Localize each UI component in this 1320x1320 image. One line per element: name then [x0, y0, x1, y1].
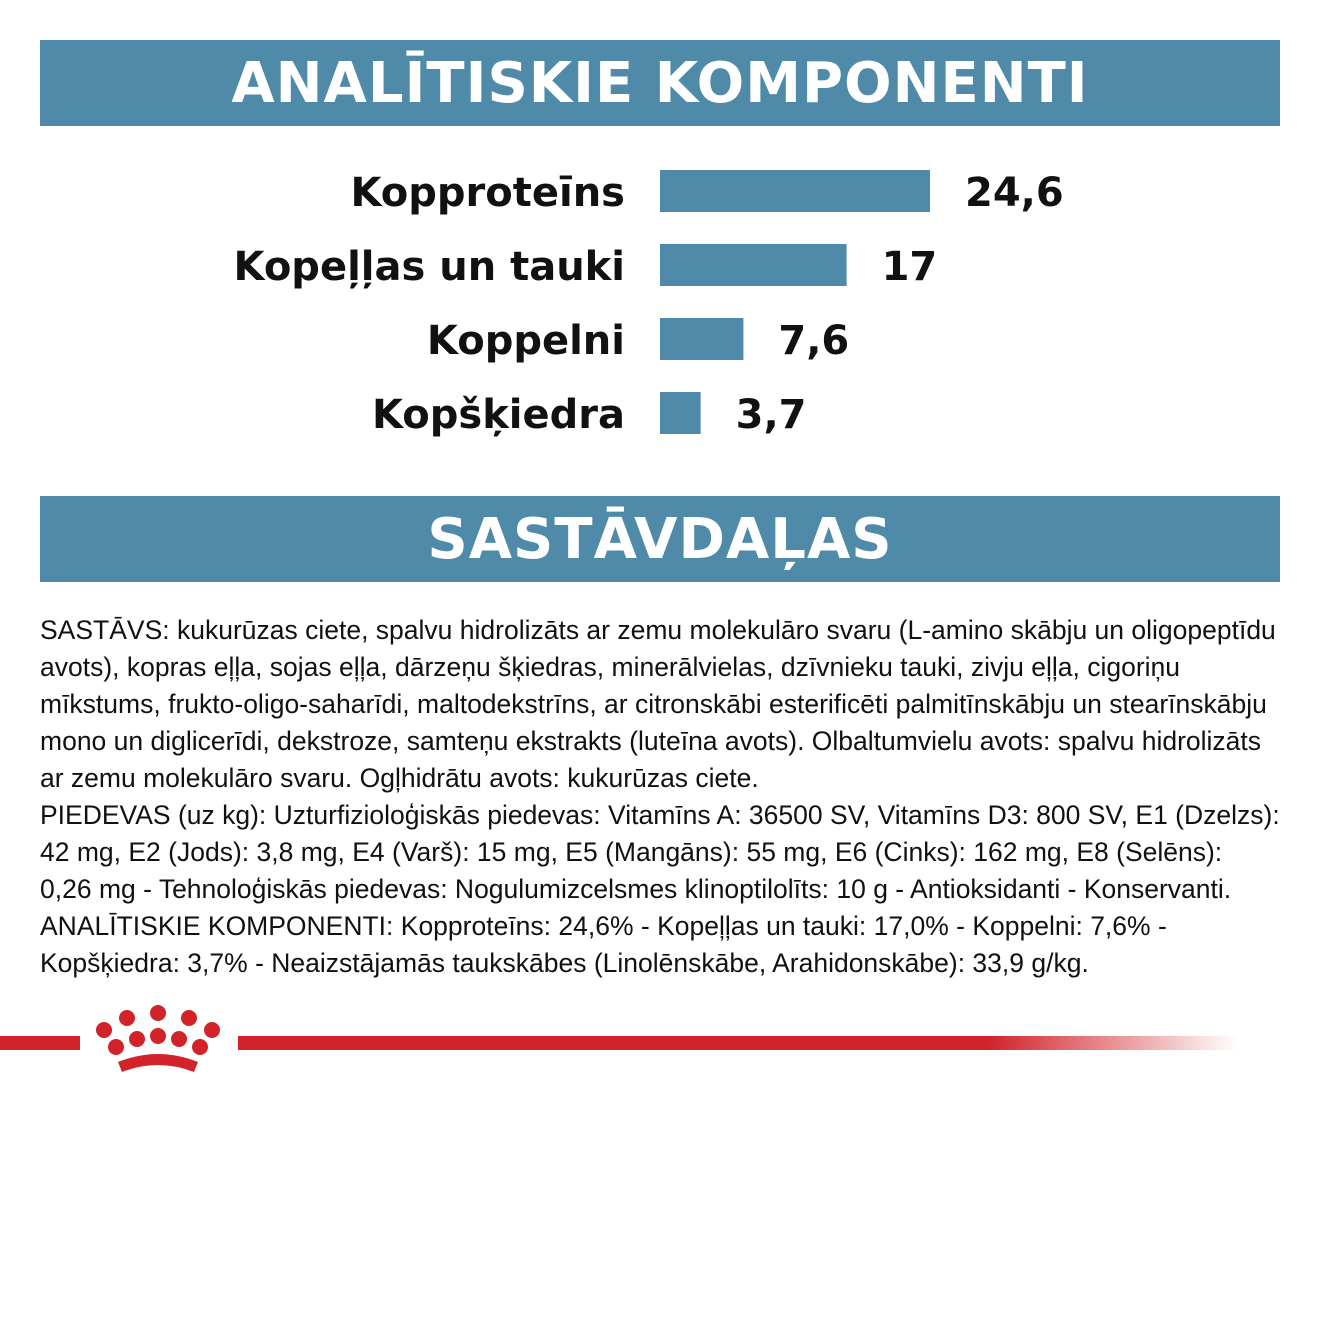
analytical-bar-chart — [0, 150, 1320, 450]
composition-text — [40, 612, 1280, 982]
category-label: Kopproteīns — [350, 170, 625, 216]
bar — [660, 392, 701, 434]
footer-line-left — [0, 1036, 80, 1050]
value-label: 24,6 — [965, 170, 1064, 216]
composition-paragraph: SASTĀVS: kukurūzas ciete, spalvu hidrolizāts ar zemu molekulāro svaru (L-amino skābju un oligopeptīdu avots), kopras eļļa, sojas eļļa, dārzeņu šķiedras, minerālvielas, dzīvnieku tauki, zivju eļļa, cigoriņu mīkstums, frukto-oligo-saharīdi, maltodekstrīns, ar citronskābi esterificēti palmitīnskābju un stearīnskābju mono un diglicerīdi, dekstroze, samteņu ekstrakts (luteīna avots). Olbaltumvielu avots: spalvu hidrolizāts ar zemu molekulāro svaru. Ogļhidrātu avots: kukurūzas ciete. — [40, 615, 1276, 793]
value-label: 7,6 — [778, 318, 850, 364]
analytical-paragraph: ANALĪTISKIE KOMPONENTI: Kopproteīns: 24,6% - Kopeļļas un tauki: 17,0% - Koppelni: 7,6% - Kopšķiedra: 3,7% - Neaizstājamās taukskābes (Linolēnskābe, Arahidonskābe): 33,9 g/kg. — [40, 911, 1167, 978]
bar — [660, 170, 930, 212]
category-label: Kopeļļas un tauki — [233, 244, 625, 290]
bar — [660, 244, 847, 286]
footer-line-right — [238, 1036, 1238, 1050]
crown-icon — [96, 1005, 220, 1072]
bar — [660, 318, 743, 360]
value-label: 3,7 — [735, 392, 807, 438]
additives-paragraph: PIEDEVAS (uz kg): Uzturfizioloģiskās piedevas: Vitamīns A: 36500 SV, Vitamīns D3: 800 SV, E1 (Dzelzs): 42 mg, E2 (Jods): 3,8 mg, E4 (Varš): 15 mg, E5 (Mangāns): 55 mg, E6 (Cinks): 162 mg, E8 (Selēns): 0,26 mg - Tehnoloģiskās piedevas: Nogulumizcelsmes klinoptilolīts: 10 g - Antioksidanti - Konservanti. — [40, 800, 1280, 904]
footer-brand-line — [0, 1000, 1320, 1100]
category-label: Kopšķiedra — [371, 392, 625, 438]
ingredients-banner: SASTĀVDAĻAS — [40, 496, 1280, 582]
value-label: 17 — [881, 244, 938, 290]
analytical-components-banner: ANALĪTISKIE KOMPONENTI — [40, 40, 1280, 126]
category-label: Koppelni — [426, 318, 625, 364]
